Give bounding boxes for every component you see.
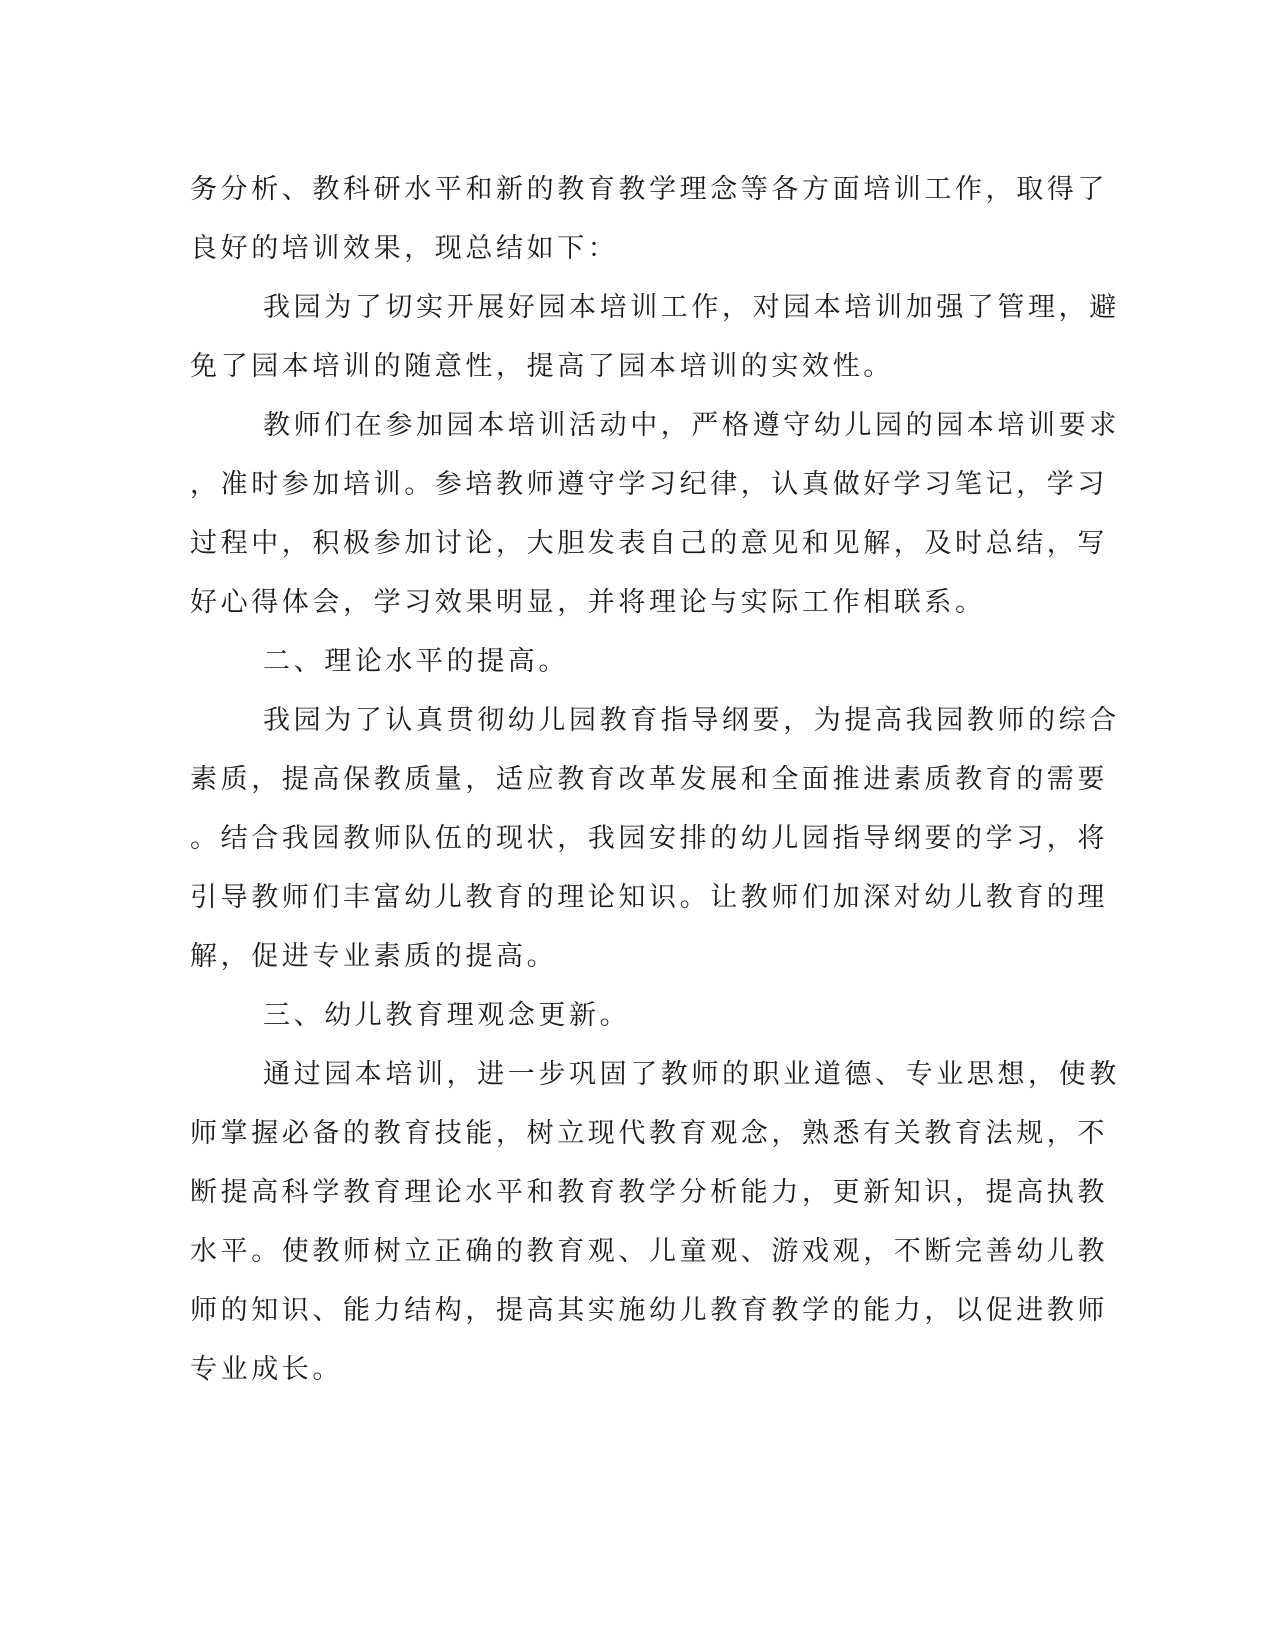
document-body — [190, 160, 1120, 1399]
text-line: 我园为了切实开展好园本培训工作，对园本培训加强了管理，避 — [263, 292, 1120, 323]
paragraph-intro-continuation — [190, 160, 1108, 278]
text-line: 务分析、教科研水平和新的教育教学理念等各方面培训工作，取得了 — [190, 174, 1108, 205]
text-line: 断提高科学教育理论水平和教育教学分析能力，更新知识，提高执教 — [190, 1177, 1108, 1208]
text-line: 。结合我园教师队伍的现状，我园安排的幼儿园指导纲要的学习，将 — [190, 823, 1108, 854]
text-line: 教师们在参加园本培训活动中，严格遵守幼儿园的园本培训要求 — [263, 410, 1120, 441]
text-line: 素质，提高保教质量，适应教育改革发展和全面推进素质教育的需要 — [190, 764, 1108, 795]
text-line: ，准时参加培训。参培教师遵守学习纪律，认真做好学习笔记，学习 — [190, 469, 1108, 500]
text-line: 过程中，积极参加讨论，大胆发表自己的意见和见解，及时总结，写 — [190, 528, 1108, 559]
paragraph-teacher-participation — [190, 396, 1120, 632]
text-line: 好心得体会，学习效果明显，并将理论与实际工作相联系。 — [190, 587, 986, 618]
text-line: 师的知识、能力结构，提高其实施幼儿教育教学的能力，以促进教师 — [190, 1295, 1108, 1326]
section-heading-theory — [190, 632, 1090, 691]
text-line: 水平。使教师树立正确的教育观、儿童观、游戏观，不断完善幼儿教 — [190, 1236, 1108, 1267]
paragraph-theory — [190, 691, 1120, 986]
text-line: 我园为了认真贯彻幼儿园教育指导纲要，为提高我园教师的综合 — [263, 705, 1120, 736]
text-line: 通过园本培训，进一步巩固了教师的职业道德、专业思想，使教 — [263, 1059, 1120, 1090]
section-heading-concepts — [190, 986, 1090, 1045]
paragraph-concepts — [190, 1045, 1120, 1399]
text-line: 良好的培训效果，现总结如下： — [190, 233, 619, 264]
text-line: 二、理论水平的提高。 — [263, 646, 569, 677]
paragraph-management — [190, 278, 1120, 396]
text-line: 师掌握必备的教育技能，树立现代教育观念，熟悉有关教育法规，不 — [190, 1118, 1108, 1149]
text-line: 免了园本培训的随意性，提高了园本培训的实效性。 — [190, 351, 894, 382]
text-line: 引导教师们丰富幼儿教育的理论知识。让教师们加深对幼儿教育的理 — [190, 882, 1108, 913]
text-line: 解，促进专业素质的提高。 — [190, 941, 558, 972]
text-line: 专业成长。 — [190, 1354, 343, 1385]
text-line: 三、幼儿教育理观念更新。 — [263, 1000, 631, 1031]
